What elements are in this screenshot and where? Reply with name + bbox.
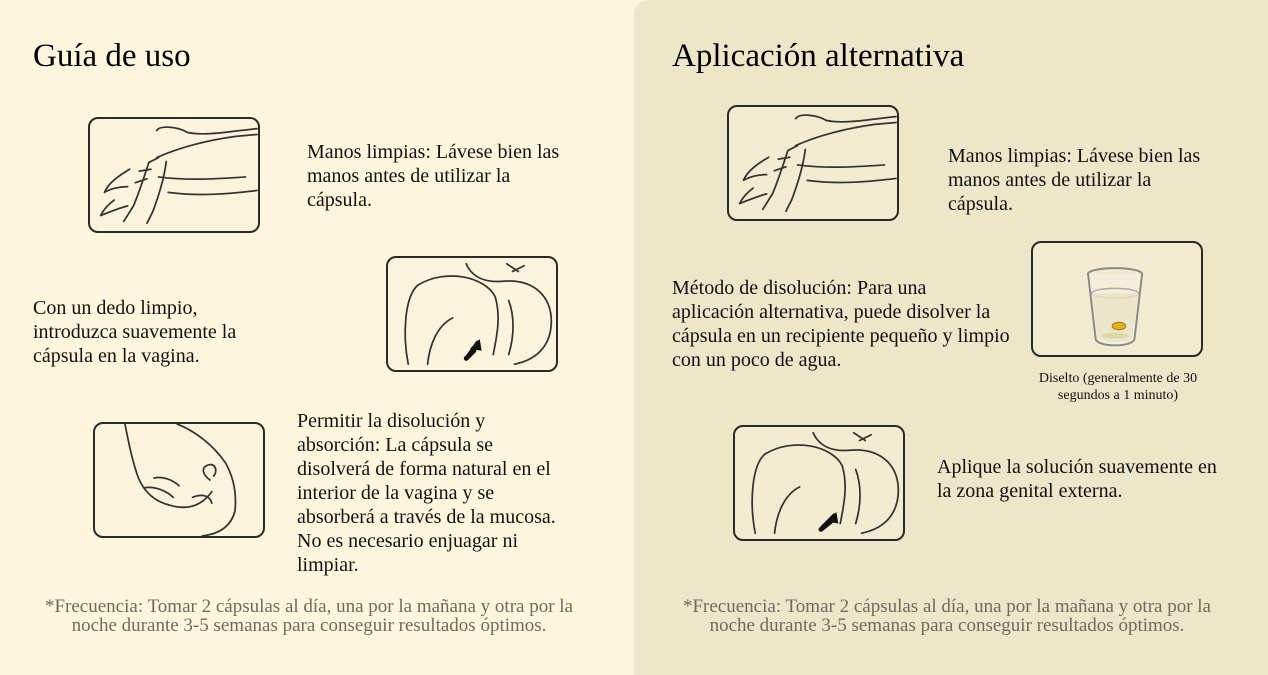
external-application-illustration: [733, 425, 905, 541]
dissolve-time-caption: Diselto (generalmente de 30 segundos a 1 minuto): [1038, 371, 1198, 403]
step-apply-text: Aplique la solución suavemente en la zona genital externa.: [937, 456, 1217, 502]
step-insert-text: Con un dedo limpio, introduzca suavemente la cápsula en la vagina.: [33, 297, 237, 367]
insertion-icon: [735, 427, 903, 539]
frequency-footnote: *Frecuencia: Tomar 2 cápsulas al día, una por la mañana y otra por la noche durante 3-5 semanas para conseguir resultados óptimos.: [44, 596, 573, 636]
frequency-footnote-alt: *Frecuencia: Tomar 2 cápsulas al día, una por la mañana y otra por la noche durante 3-5 semanas para conseguir resultados óptimos.: [682, 596, 1211, 636]
glass-icon: [1033, 243, 1201, 355]
alternative-application-panel: [634, 0, 1268, 675]
usage-guide-title: Guía de uso: [33, 38, 191, 74]
insertion-icon: [388, 258, 556, 370]
finger-insertion-icon: [95, 424, 263, 536]
insertion-illustration: [386, 256, 558, 372]
capsule-icon: [1112, 322, 1126, 330]
hand-washing-icon: [90, 119, 258, 231]
hand-washing-illustration: [88, 117, 260, 233]
alternative-application-title: Aplicación alternativa: [672, 38, 965, 74]
glass-with-capsule-illustration: [1031, 241, 1203, 357]
hand-washing-illustration-alt: [727, 105, 899, 221]
finger-insertion-illustration: [93, 422, 265, 538]
step-dissolve-method-text: Método de disolución: Para una aplicación alternativa, puede disolver la cápsula en un recipiente pequeño y limpio con un poco de agua.: [672, 277, 1010, 371]
hand-washing-icon: [729, 107, 897, 219]
step-clean-hands-text-alt: Manos limpias: Lávese bien las manos antes de utilizar la cápsula.: [948, 145, 1201, 215]
step-dissolve-text: Permitir la disolución y absorción: La cápsula se disolverá de forma natural en el interior de la vagina y se absorberá a través de la mucosa. No es necesario enjuagar ni limpiar.: [297, 410, 556, 576]
step-clean-hands-text: Manos limpias: Lávese bien las manos antes de utilizar la cápsula.: [307, 141, 560, 211]
